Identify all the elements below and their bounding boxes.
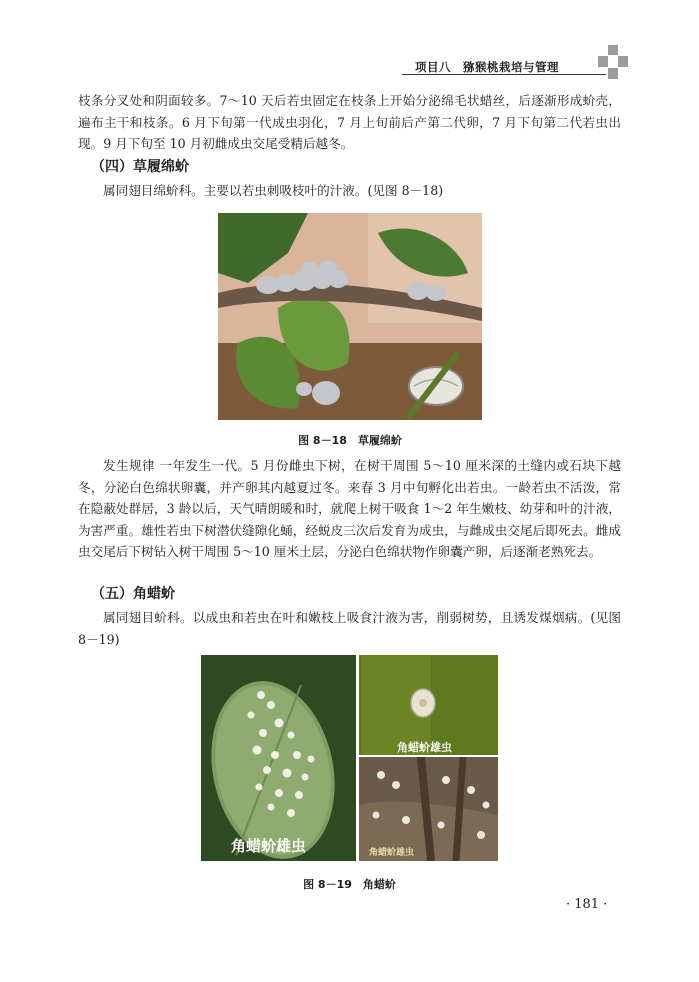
figure-8-18-photo (218, 213, 482, 420)
paragraph-intro-jiao-la: 属同翅目蚧科。以成虫和若虫在叶和嫩枝上吸食汁液为害，削弱树势，且诱发煤烟病。(见图 8－19) (78, 610, 621, 647)
header-rule (402, 74, 606, 75)
fig19-left-label: 角蜡蚧雄虫 (231, 837, 307, 855)
section-heading-jiao-la-jie: （五）角蜡蚧 (91, 586, 175, 602)
fig19-topright-label: 角蜡蚧雄虫 (397, 741, 452, 754)
paragraph-continued: 枝条分叉处和阴面较多。7～10 天后若虫固定在枝条上开始分泌绵毛状蜡丝，后逐渐形成蚧壳，遍布主干和枝条。6 月下旬第一代成虫羽化，7 月上旬前后产第二代卵，7 月下旬第二代若虫出现。9 月下旬至 10 月初雌成虫交尾受精后越冬。 (78, 93, 621, 151)
paragraph-intro-cao-lv: 属同翅目绵蚧科。主要以若虫刺吸枝叶的汁液。(见图 8－18) (103, 183, 444, 198)
page-number: · 181 · (566, 897, 608, 912)
fig19-bottomright-label: 角蜡蚧雄虫 (369, 848, 415, 858)
header-decoration-blocks (598, 45, 628, 79)
figure-8-19-photo (201, 655, 498, 861)
scale-insects-on-branch-image (218, 213, 482, 420)
section-heading-cao-lv-mian-jie: （四）草履绵蚧 (91, 159, 189, 175)
figure-8-19-caption: 图 8－19 角蜡蚧 (303, 878, 396, 891)
wax-scale-composite-image (201, 655, 498, 861)
paragraph-occurrence-pattern: 发生规律 一年发生一代。5 月份雌虫下树，在树干周围 5～10 厘米深的土缝内或石块下越冬，分泌白色绵状卵囊，并产卵其内越夏过冬。来春 3 月中旬孵化出若虫。一龄若虫不活泼，常在隐蔽处群居，3 龄以后，天气晴朗暖和时，就爬上树干吸食 1～2 年生嫩枝、幼芽和叶的汁液，为害严重。雄性若虫下树潜伏缝隙化蛹，经蜕皮三次后发育为成虫，与雌成虫交尾后即死去。雌成虫交尾后下树钻入树干周围 5～10 厘米土层，分泌白色绵状物作卵囊产卵，后逐渐老熟死去。 (78, 458, 621, 559)
running-header: 项目八 猕猴桃栽培与管理 (415, 60, 559, 74)
figure-8-18-caption: 图 8－18 草履绵蚧 (298, 434, 402, 447)
